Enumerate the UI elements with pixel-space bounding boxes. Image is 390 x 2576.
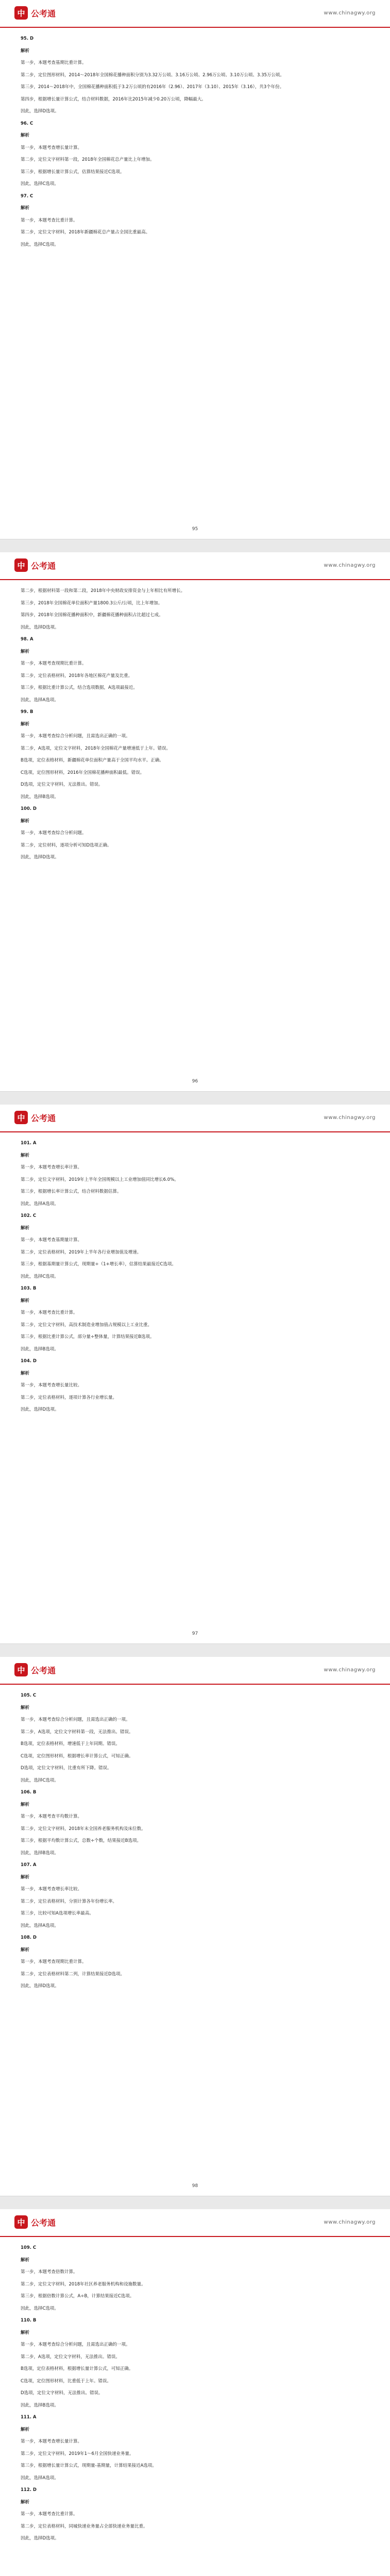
page-header	[0, 1657, 390, 1685]
paragraph: 解析	[21, 1298, 30, 1303]
paragraph: 110. B	[21, 2318, 37, 2323]
brand-logo	[14, 1111, 56, 1124]
brand-logo	[14, 6, 56, 20]
page-content	[0, 580, 390, 861]
paragraph: 第二步，定位文字材料第一段，2018年全国棉花总产量比上年增加。	[21, 157, 155, 162]
paragraph: 解析	[21, 818, 30, 824]
paragraph: 第三步，根据倍数计算公式，A÷B，计算结果接近C选项。	[21, 2294, 134, 2299]
paragraph: 第三步，比较可知A选项增长率最高。	[21, 1911, 94, 1916]
paragraph: 第二步，定位文字材料，2019年上半年全国规模以上工业增加值同比增长6.0%。	[21, 1177, 179, 1182]
paragraph: 第二步，定位材料，逐项分析可知D选项正确。	[21, 842, 112, 848]
logo-icon: 中	[14, 1663, 28, 1676]
paragraph: 解析	[21, 2427, 30, 2432]
page-number: 95	[192, 527, 198, 532]
paragraph: 第一步，本题考查倍数计算。	[21, 2269, 78, 2275]
paragraph: 第三步，根据比重计算公式，部分量÷整体量，计算结果接近B选项。	[21, 1334, 155, 1340]
paragraph: 因此，选择C选项。	[21, 242, 59, 247]
paragraph: 解析	[21, 1874, 30, 1880]
paragraph: 第四步，根据增长量计算公式，结合材料数据，2016年比2015年减少0.20万公顷，降幅最大。	[21, 96, 206, 102]
page-header	[0, 1105, 390, 1132]
document-page	[0, 0, 390, 539]
document-page	[0, 1657, 390, 2196]
paragraph: 第一步，本题考查基期比重计算。	[21, 60, 87, 65]
paragraph: 101. A	[21, 1141, 37, 1146]
paragraph: 因此，选择A选项。	[21, 1923, 59, 1928]
paragraph: 第二步，根据材料第一段和第二段，2018年中央财政安排资金与上年相比有所增长。	[21, 588, 185, 594]
paragraph: 因此，选择C选项。	[21, 1777, 59, 1783]
paragraph: 解析	[21, 1153, 30, 1158]
paragraph: 109. C	[21, 2245, 37, 2250]
paragraph: 因此，选择D选项。	[21, 855, 59, 860]
paragraph: 第一步，本题考查增长率比较。	[21, 1887, 82, 1892]
paragraph: C选项，定位图形材料，2016年全国棉花播种面积最低。错误。	[21, 770, 145, 775]
paragraph: 第四步，2018年全国棉花播种面积中，新疆棉花播种面积占比超过七成。	[21, 613, 163, 618]
paragraph: 解析	[21, 2257, 30, 2263]
paragraph: 因此，选择D选项。	[21, 624, 59, 630]
paragraph: D选项，定位文字材料，无法推出。错误。	[21, 2391, 103, 2396]
brand-name: 公考通	[31, 8, 56, 19]
paragraph: 第三步，2018年全国棉花单位面积产量1800.3公斤/公顷，比上年增加。	[21, 600, 163, 606]
paragraph: 第一步，本题考查增长量计算。	[21, 2439, 82, 2444]
paragraph: 解析	[21, 1802, 30, 1807]
paragraph: 第一步，本题考查增长量比较。	[21, 1383, 82, 1388]
paragraph: 第二步，定位图形材料，2014～2018年全国棉花播种面积分别为3.32万公顷、3.16万公顷、2.96万公顷、3.10万公顷、3.35万公顷。	[21, 72, 284, 78]
paragraph: 102. C	[21, 1213, 37, 1218]
paragraph: 第三步，2014～2018年中，全国棉花播种面积低于3.2万公顷的有2016年（2.96）、2017年（3.10）、2015年（3.16），共3个年份。	[21, 84, 284, 90]
paragraph: 解析	[21, 1225, 30, 1231]
paragraph: 106. B	[21, 1790, 37, 1795]
paragraph: 第一步，本题考查综合分析问题，且需选出正确的一项。	[21, 2342, 130, 2347]
paragraph: 解析	[21, 2499, 30, 2505]
paragraph: 第三步，根据增长率计算公式，结合材料数据估算。	[21, 1189, 122, 1194]
page-content	[0, 2237, 390, 2543]
page-header	[0, 552, 390, 580]
brand-name: 公考通	[31, 1665, 56, 1675]
paragraph: C选项，定位图形材料，比重低于上年。错误。	[21, 2378, 111, 2384]
paragraph: 第三步，根据增长量计算公式，估算结果接近C选项。	[21, 169, 125, 175]
paragraph: 108. D	[21, 1935, 37, 1940]
paragraph: 第二步，定位表格材料，2019年上半年各行业增加值及增速。	[21, 1249, 142, 1255]
document-page	[0, 1105, 390, 1644]
paragraph: C选项，定位图形材料，根据增长率计算公式，可知正确。	[21, 1753, 133, 1759]
paragraph: 第三步，根据增长量计算公式，现期量-基期量，计算结果接近A选项。	[21, 2463, 157, 2468]
paragraph: 第一步，本题考查比重计算。	[21, 2512, 78, 2517]
paragraph: 第二步，定位表格材料，逐项计算各行业增长量。	[21, 1395, 117, 1400]
paragraph: 第二步，定位文字材料，2018年社区养老服务机构和设施数量。	[21, 2281, 146, 2287]
paragraph: 第一步，本题考查平均数计算。	[21, 1814, 82, 1819]
paragraph: 因此，选择A选项。	[21, 697, 59, 703]
page-content	[0, 28, 390, 248]
logo-icon: 中	[14, 2215, 28, 2229]
paragraph: 第一步，本题考查增长量计算。	[21, 145, 82, 150]
brand-name: 公考通	[31, 561, 56, 571]
paragraph: 112. D	[21, 2487, 37, 2493]
site-url: www.chinagwy.org	[324, 1115, 376, 1121]
paragraph: 第一步，本题考查比重计算。	[21, 1310, 78, 1315]
paragraph: 因此，选择B选项。	[21, 2402, 59, 2408]
paragraph: 第二步，A选项，定位文字材料第一段，无法推出。错误。	[21, 1729, 133, 1735]
paragraph: 104. D	[21, 1359, 37, 1364]
paragraph: 因此，选择B选项。	[21, 1346, 59, 1352]
paragraph: 解析	[21, 1947, 30, 1953]
brand-logo	[14, 1663, 56, 1676]
document-page	[0, 552, 390, 1092]
paragraph: 96. C	[21, 121, 33, 126]
paragraph: 95. D	[21, 36, 34, 41]
site-url: www.chinagwy.org	[324, 563, 376, 568]
paragraph: 因此，选择D选项。	[21, 1984, 59, 1989]
page-number: 96	[192, 1079, 198, 1084]
paragraph: 第三步，根据基期量计算公式，现期量÷（1+增长率），估算结果最接近C选项。	[21, 1262, 176, 1267]
site-url: www.chinagwy.org	[324, 2219, 376, 2225]
paragraph: 解析	[21, 649, 30, 654]
paragraph: 100. D	[21, 806, 37, 811]
page-number: 97	[192, 1631, 198, 1636]
paragraph: B选项，定位表格材料，增速低于上年同期。错误。	[21, 1741, 120, 1747]
paragraph: 解析	[21, 206, 30, 211]
page-content	[0, 1132, 390, 1414]
paragraph: 第一步，本题考查综合分析问题，且需选出正确的一项。	[21, 1717, 130, 1722]
paragraph: 第二步，定位表格材料，同城快递业务量占全部快递业务量比重。	[21, 2523, 148, 2529]
paragraph: 107. A	[21, 1862, 37, 1868]
paragraph: 第三步，根据比重计算公式，结合选项数据，A选项最接近。	[21, 685, 138, 690]
paragraph: 因此，选择B选项。	[21, 1850, 59, 1856]
paragraph: B选项，定位表格材料，新疆棉花单位面积产量高于全国平均水平。正确。	[21, 758, 164, 763]
paragraph: 第二步，定位文字材料，高技术制造业增加值占规模以上工业比重。	[21, 1322, 152, 1328]
paragraph: 105. C	[21, 1693, 37, 1698]
brand-logo	[14, 558, 56, 572]
paragraph: 解析	[21, 48, 30, 54]
paragraph: 第二步，定位表格材料，分别计算各年份增长率。	[21, 1899, 117, 1904]
paragraph: 第一步，本题考查增长率计算。	[21, 1165, 82, 1170]
document-page	[0, 2209, 390, 2576]
paragraph: 第一步，本题考查综合分析问题。	[21, 831, 87, 836]
paragraph: 因此，选择B选项。	[21, 794, 59, 800]
paragraph: B选项，定位表格材料，根据增长量计算公式，可知正确。	[21, 2366, 133, 2371]
paragraph: 99. B	[21, 709, 33, 715]
paragraph: 第一步，本题考查比重计算。	[21, 217, 78, 223]
paragraph: 第一步，本题考查现期比重计算。	[21, 1959, 87, 1964]
brand-logo	[14, 2215, 56, 2229]
paragraph: 第三步，根据平均数计算公式，总数÷个数，结果接近B选项。	[21, 1838, 141, 1843]
site-url: www.chinagwy.org	[324, 10, 376, 16]
paragraph: 第一步，本题考查现期比重计算。	[21, 661, 87, 666]
brand-name: 公考通	[31, 1113, 56, 1123]
page-header	[0, 0, 390, 28]
brand-name: 公考通	[31, 2217, 56, 2228]
site-url: www.chinagwy.org	[324, 1667, 376, 1673]
paragraph: D选项，定位文字材料，比重有所下降。错误。	[21, 1766, 112, 1771]
paragraph: 111. A	[21, 2415, 37, 2420]
paragraph: 第二步，定位文字材料，2019年1～6月全国快递业务量。	[21, 2451, 134, 2456]
paragraph: 解析	[21, 2330, 30, 2335]
paragraph: 第一步，本题考查综合分析问题，且需选出正确的一项。	[21, 734, 130, 739]
paragraph: 解析	[21, 721, 30, 727]
paragraph: 因此，选择D选项。	[21, 1407, 59, 1412]
paragraph: 第二步，定位文字材料，2018年末全国养老服务机构及床位数。	[21, 1826, 146, 1832]
paragraph: 因此，选择C选项。	[21, 1274, 59, 1279]
paragraph: 因此，选择D选项。	[21, 2536, 59, 2541]
page-content	[0, 1685, 390, 1990]
paragraph: 第一步，本题考查基期量计算。	[21, 1238, 82, 1243]
paragraph: 第二步，定位表格材料第二列，计算结果接近D选项。	[21, 1971, 125, 1977]
paragraph: 因此，选择A选项。	[21, 1201, 59, 1207]
paragraph: 第二步，A选项，定位文字材料，2018年全国棉花产量增速低于上年。错误。	[21, 745, 171, 751]
paragraph: 98. A	[21, 637, 33, 642]
logo-icon: 中	[14, 1111, 28, 1124]
paragraph: 103. B	[21, 1286, 37, 1291]
paragraph: 第二步，A选项，定位文字材料，无法推出。错误。	[21, 2354, 120, 2360]
paragraph: D选项，定位文字材料，无法推出。错误。	[21, 782, 103, 787]
paragraph: 97. C	[21, 193, 33, 199]
paragraph: 因此，选择D选项。	[21, 109, 59, 114]
logo-icon: 中	[14, 6, 28, 20]
paragraph: 解析	[21, 1705, 30, 1710]
paragraph: 因此，选择C选项。	[21, 2306, 59, 2311]
paragraph: 第二步，定位表格材料，2018年各地区棉花产量及比重。	[21, 673, 133, 679]
page-number: 98	[192, 2183, 198, 2189]
paragraph: 第二步，定位文字材料，2018年新疆棉花总产量占全国比重最高。	[21, 230, 150, 235]
paragraph: 因此，选择C选项。	[21, 181, 59, 187]
paragraph: 因此，选择A选项。	[21, 2475, 59, 2481]
paragraph: 解析	[21, 133, 30, 138]
paragraph: 解析	[21, 1370, 30, 1376]
page-header	[0, 2209, 390, 2237]
logo-icon: 中	[14, 558, 28, 572]
